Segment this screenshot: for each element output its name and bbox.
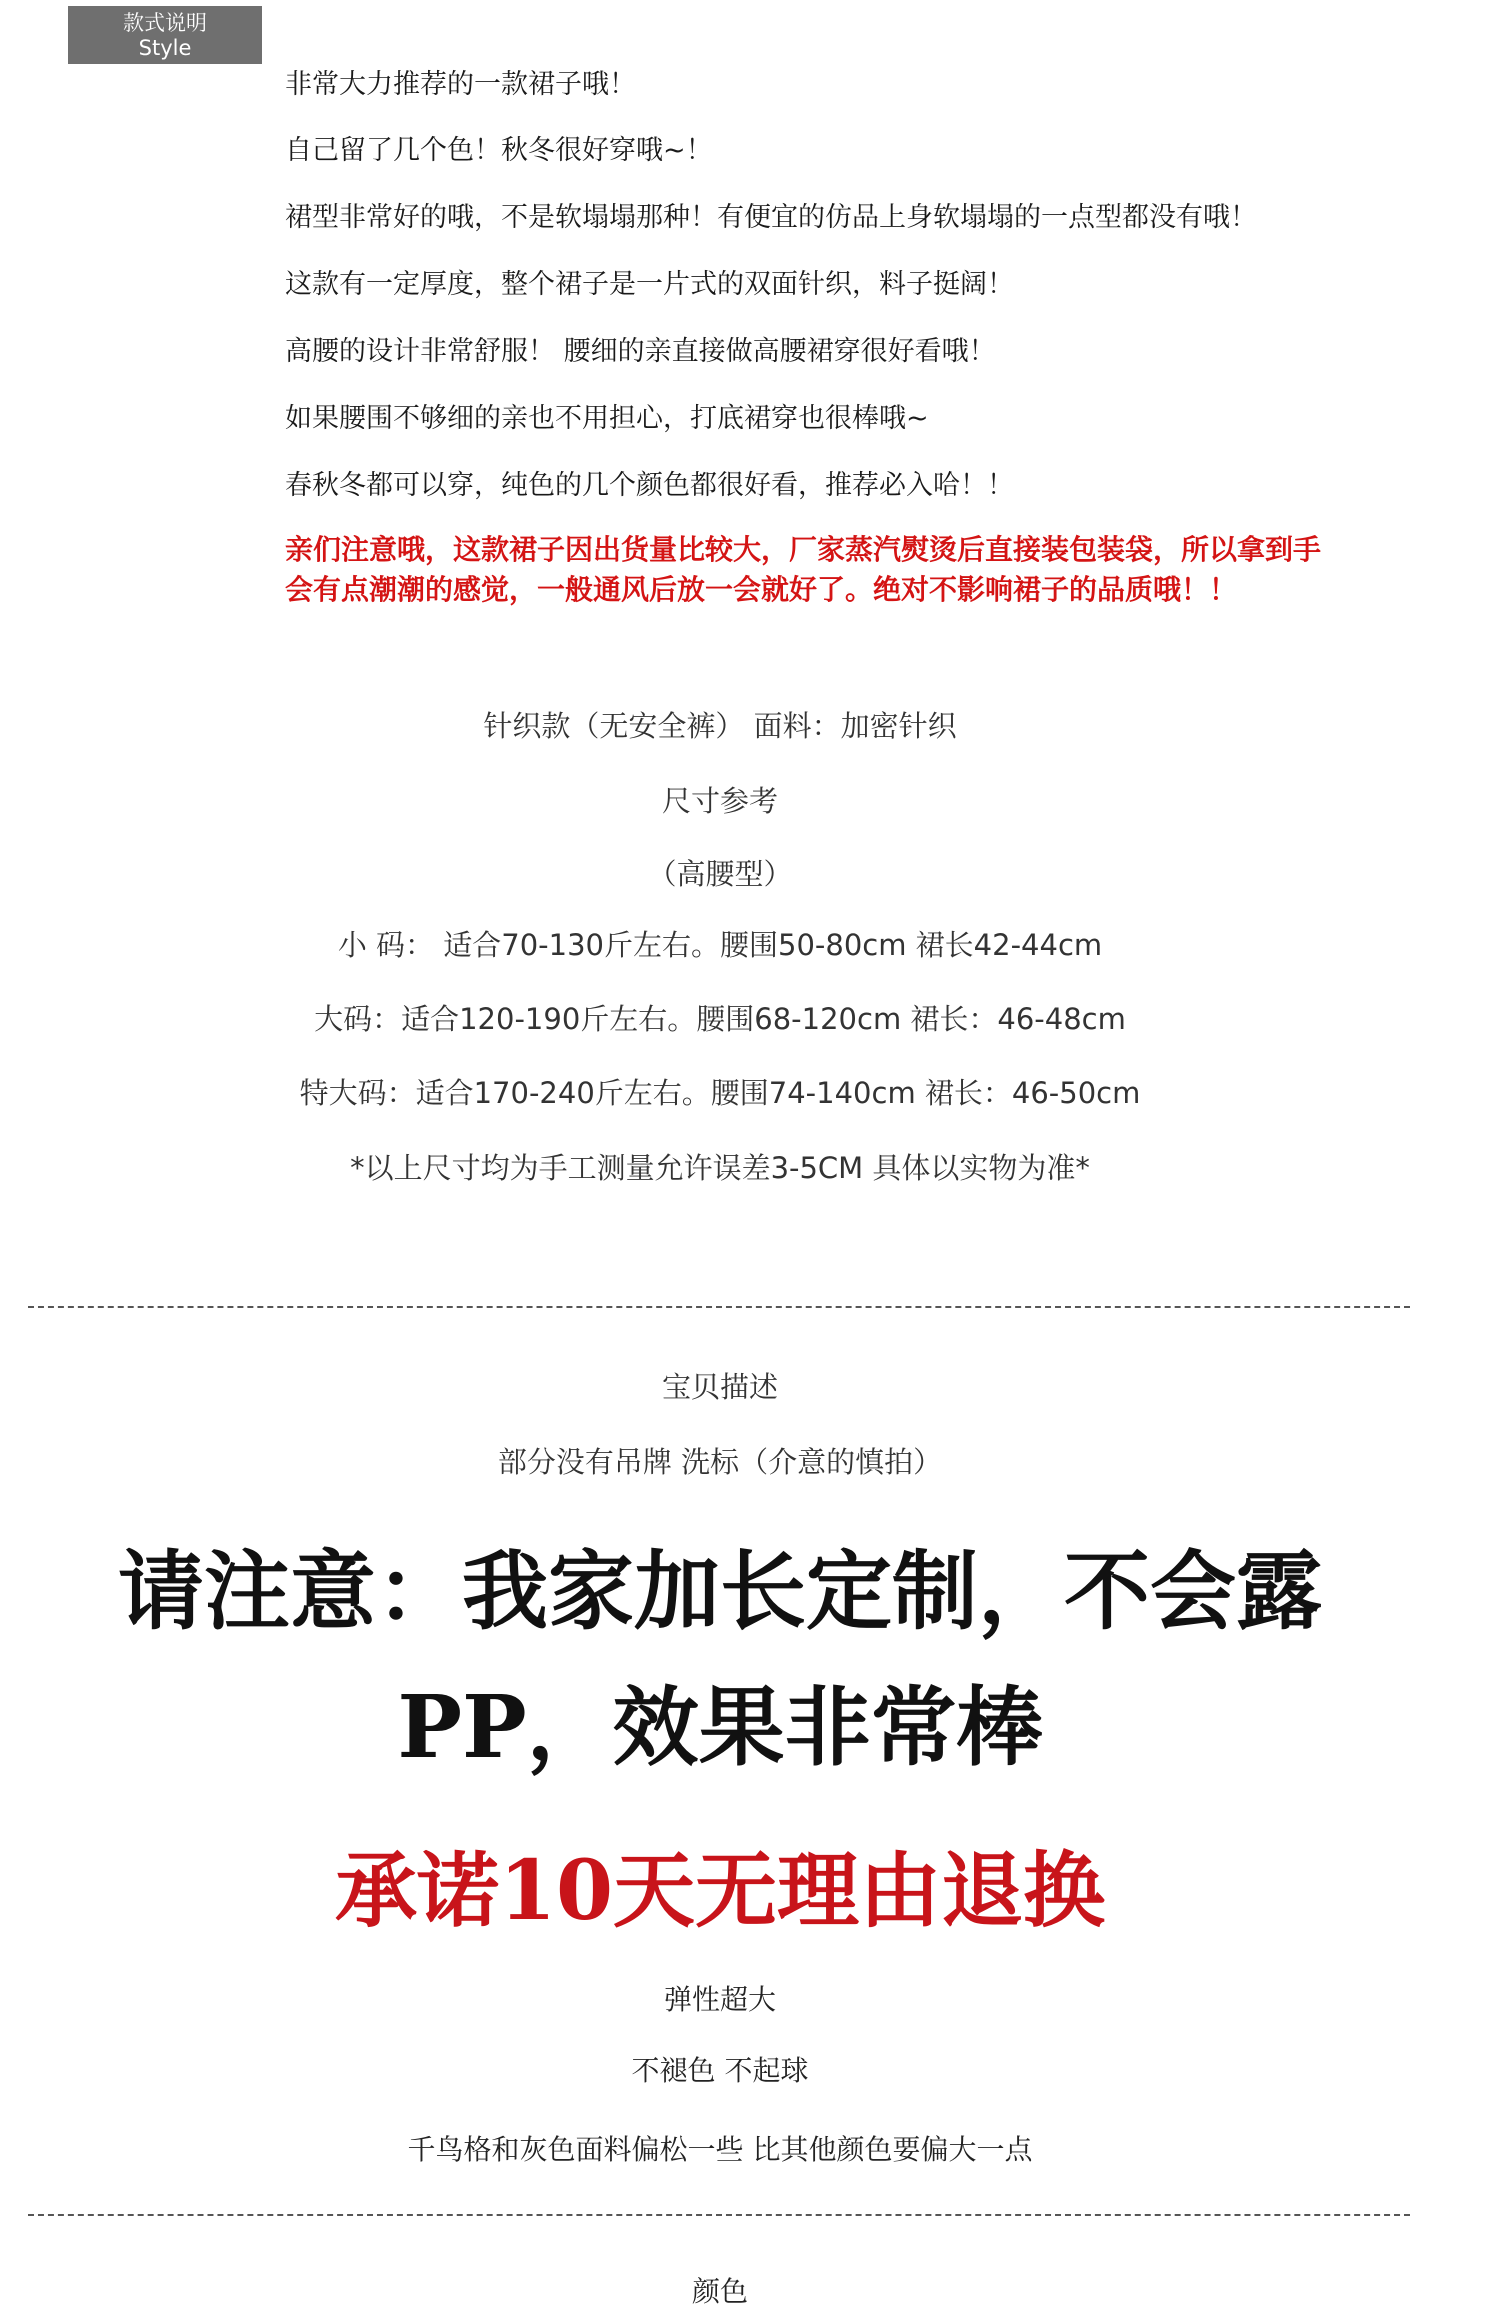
intro-line-6: 如果腰围不够细的亲也不用担心，打底裙穿也很棒哦~: [285, 403, 929, 434]
intro-line-7: 春秋冬都可以穿，纯色的几个颜色都很好看，推荐必入哈！！: [285, 470, 1014, 501]
intro-line-3: 裙型非常好的哦，不是软塌塌那种！有便宜的仿品上身软塌塌的一点型都没有哦！: [285, 202, 1257, 233]
steam-notice-line-2: 会有点潮潮的感觉，一般通风后放一会就好了。绝对不影响裙子的品质哦！！: [285, 573, 1238, 606]
size-small: 小 码： 适合70-130斤左右。腰围50-80cm 裙长42-44cm: [337, 928, 1103, 962]
fit-type: （高腰型）: [647, 857, 793, 891]
elasticity-note: 弹性超大: [663, 1983, 776, 2016]
divider-top: [28, 1306, 1410, 1308]
style-badge-en: Style: [138, 36, 192, 60]
size-extra-large: 特大码：适合170-240斤左右。腰围74-140cm 裙长：46-50cm: [299, 1076, 1141, 1110]
attention-line-2: PP，效果非常棒: [397, 1677, 1043, 1778]
intro-line-4: 这款有一定厚度，整个裙子是一片式的双面针织，料子挺阔！: [285, 269, 1014, 300]
steam-notice: [285, 530, 1321, 610]
steam-notice-line-1: 亲们注意哦，这款裙子因出货量比较大，厂家蒸汽熨烫后直接装包装袋，所以拿到手: [285, 533, 1322, 566]
style-badge: [68, 6, 262, 64]
color-heading: 颜色: [691, 2275, 748, 2308]
description-title: 宝贝描述: [661, 1370, 778, 1404]
quality-note: 不褪色 不起球: [631, 2054, 809, 2087]
tag-note: 部分没有吊牌 洗标（介意的慎拍）: [497, 1445, 943, 1479]
intro-line-2: 自己留了几个色！秋冬很好穿哦~！: [285, 135, 713, 166]
intro-line-5: 高腰的设计非常舒服！ 腰细的亲直接做高腰裙穿很好看哦！: [285, 336, 996, 367]
style-badge-cn: 款式说明: [123, 11, 207, 35]
size-reference-title: 尺寸参考: [661, 784, 778, 818]
fabric-info: 针织款（无安全裤） 面料：加密针织: [483, 709, 957, 743]
measurement-note: *以上尺寸均为手工测量允许误差3-5CM 具体以实物为准*: [350, 1151, 1090, 1185]
return-promise: 承诺10天无理由退换: [334, 1843, 1106, 1939]
sizing-note: 千鸟格和灰色面料偏松一些 比其他颜色要偏大一点: [407, 2133, 1033, 2166]
divider-bottom: [28, 2214, 1410, 2216]
size-large: 大码：适合120-190斤左右。腰围68-120cm 裙长：46-48cm: [314, 1002, 1126, 1036]
attention-line-1: 请注意：我家加长定制，不会露: [118, 1541, 1322, 1642]
intro-line-1: 非常大力推荐的一款裙子哦！: [285, 69, 636, 100]
